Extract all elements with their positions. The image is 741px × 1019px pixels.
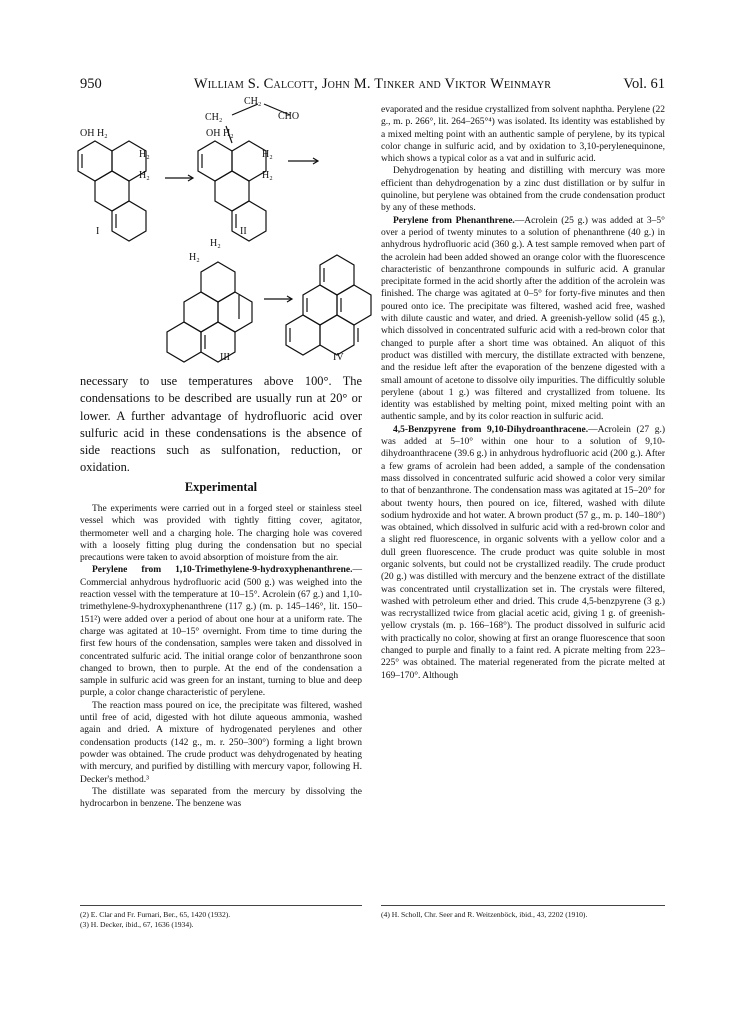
footnote-4: (4) H. Scholl, Chr. Seer and R. Weitzenböck, ibid., 43, 2202 (1910).	[381, 910, 588, 919]
experimental-right-column	[381, 104, 665, 682]
compound-label-II: II	[240, 226, 247, 237]
running-title: William S. Calcott, John M. Tinker and Viktor Weinmayr	[193, 76, 552, 92]
footnotes-left	[80, 910, 362, 931]
subheading-perylene-phenanthrene: Perylene from Phenanthrene.	[393, 215, 515, 226]
page-number: 950	[80, 76, 102, 92]
h2-label-II-lower: H₂	[262, 170, 273, 181]
subheading-benzpyrene: 4,5-Benzpyrene from 9,10-Dihydroanthracene.	[393, 424, 589, 435]
footnote-rule-left	[80, 905, 362, 906]
h2-label-III-lower: H₂	[189, 252, 200, 263]
footnote-rule-right	[381, 905, 665, 906]
intro-text: necessary to use temperatures above 100°. The condensations to be described are usually run at 20° or lower. A further advantage of hydrofluoric acid over sulfuric acid in these condensations is the absence of side reactions such as sulfonation, reduction, or oxidation.	[80, 374, 362, 475]
paragraph-apparatus: The experiments were carried out in a forged steel or stainless steel vessel which was provided with tightly fitting cover, agitator, thermometer well and a charging hole. The charging hole was covered with a loosely fitting plug during the condensation but no special precautions were taken to avoid absorption of moisture from the air.	[80, 504, 362, 564]
compound-label-III: III	[220, 352, 230, 363]
paragraph-evaporation: evaporated and the residue crystallized from solvent naphtha. Perylene (22 g., m. p. 266°, lit. 264–265°⁴) was isolated. Its identity was established by a mixed melting point with an authentic sample of perylene, by its typical color change in sulfuric acid, and by oxidation to 3,10-perylenequinone, which shows a typical color as a vat and in sulfuric acid.	[381, 105, 665, 165]
section-heading-experimental: Experimental	[184, 480, 258, 494]
paragraph-perylene-phenanthrene-body: —Acrolein (25 g.) was added at 3–5° over a period of twenty minutes to a solution of phenanthrene (40 g.) in anhydrous hydrofluoric acid (360 g.). A test sample removed when part of the acrolein had been added showed an orange color with the fluorescence characteristic of benzanthrone compounds in sulfuric acid. A granular precipitate formed in the acid shortly after the addition of the acrolein was finished. The charge was agitated at 0–5° for forty-five minutes and then poured onto ice. The precipitate was filtered, washed acid free, washed with dilute caustic and water, and dried. A greenish-yellow solid (45 g.), which dissolved in concentrated sulfuric acid with a red-brown color that changed to purple after a short time was obtained. An aliquot of this product was distilled with mercury, the distillate extracted with benzene, and the residue left after the evaporation of the benzene digested with a small amount of acetone to dissolve oily impurities. The difficultly soluble perylene (about 1 g.) was filtered and crystallized from toluene. Its identity was established by melting point, mixed melting point with an authentic sample, and by its color reaction in sulfuric acid.	[381, 215, 665, 423]
paragraph-distillate: The distillate was separated from the mercury by dissolving the hydrocarbon in benzene. The benzene was	[80, 786, 362, 810]
compound-II-structure	[198, 104, 290, 241]
ch2-label: CH₂	[205, 112, 223, 123]
paragraph-benzpyrene	[381, 424, 665, 682]
h2-label-II-upper: H₂	[262, 149, 273, 160]
footnote-2: (2) E. Clar and Fr. Furnari, Ber., 65, 1420 (1932).	[80, 910, 231, 919]
compound-I-structure	[78, 141, 146, 241]
paragraph-benzpyrene-body: —Acrolein (27 g.) was added at 5–10° within one hour to a solution of 9,10-dihydroanthracene (39.6 g.) in anhydrous hydrofluoric acid (200 g.). After a few grams of acrolein had been added, a sample of the condensation mass dissolved in concentrated sulfuric acid showed a color very similar to that of benzanthrone. The condensation mass was agitated at 15–20° for about twenty hours, then poured on ice, filtered, washed with dilute sodium hydroxide and hot water. A brown product (57 g., m. p. 140–180°) was obtained, which dissolved in sulfuric acid with a red-brown color and a slight red fluorescence, in organic solvents with a yellow color and a dull green fluorescence. The crude product was quite soluble in most organic solvents, but could not be crystallized readily. The crude product (20 g.) was distilled with mercury and the benzene extract of the distillate was concentrated until crystallization set in. The crystals were filtered, washed with petroleum ether and dried. This crude 4,5-benzpyrene (3 g.) was recrystallized twice from glacial acetic acid, giving 1 g. of greenish-yellow crystals (m. p. 166–168°). The product dissolved in sulfuric acid with practically no color, showing at first an orange fluorescence that soon changed to purple and finally to a faint red. A picrate melting from 223–225° was obtained. The material regenerated from the picrate melted at 169–170°. Although	[381, 424, 665, 681]
footnotes-right	[381, 910, 665, 920]
compound-label-IV: IV	[333, 352, 344, 363]
compound-label-I: I	[96, 226, 100, 237]
h2-label-I-upper: H₂	[139, 149, 150, 160]
footnote-3: (3) H. Decker, ibid., 67, 1636 (1934).	[80, 920, 194, 930]
paragraph-workup: The reaction mass poured on ice, the precipitate was filtered, washed until free of acid, digested with hot dilute aqueous ammonia, washed again and dried. A mixture of hydrogenated perylenes and other condensation products (142 g., m. r. 250–300°) forming a light brown powder was obtained. The crude product was dehydrogenated by heating with mercury, and purified by distilling with mercury vapor, following H. Decker's method.³	[80, 700, 362, 785]
intro-paragraph-continued	[80, 373, 362, 477]
volume-label: Vol. 61	[623, 76, 665, 92]
experimental-left-column	[80, 503, 362, 810]
subheading-perylene-trimethylene: Perylene from 1,10-Trimethylene-9-hydroxyphenanthrene.	[92, 565, 353, 576]
paragraph-perylene-phenanthrene	[381, 215, 665, 424]
compound-III-structure	[167, 262, 252, 362]
paragraph-dehydrogenation: Dehydrogenation by heating and distilling with mercury was more efficient than dehydrogenation by a zinc dust distillation or by sulfur in quinoline, but perylene was obtained from the crude condensation product by any of these methods.	[381, 166, 665, 214]
oh-h2-label-I: OH H₂	[80, 128, 108, 139]
paragraph-perylene-method-1-body: —Commercial anhydrous hydrofluoric acid (500 g.) was weighed into the reaction vessel with the temperature at 10–15°. Acrolein (67 g.) and 1,10-trimethylene-9-hydroxyphenanthrene (117 g.) (m. p. 145–146°, lit. 150–151²) were added over a period of about one hour at a uniform rate. The charge was agitated at 10–15° overnight. From time to time during the first few hours of the condensation, samples were taken and dissolved in concentrated sulfuric acid. The initial orange color of benzanthrone soon changed to brown, then to purple. At the end of the condensation a sample in sulfuric acid was green for an instant, turning to blue and deep purple, a color change characteristic of perylene.	[80, 565, 362, 699]
ch2-top-label: CH₂	[244, 96, 262, 107]
h2-label-III-upper: H₂	[210, 238, 221, 249]
oh-h2-label-II: OH H₂	[206, 128, 234, 139]
h2-label-I-lower: H₂	[139, 170, 150, 181]
paragraph-perylene-method-1	[80, 564, 362, 699]
cho-label: CHO	[278, 111, 300, 122]
compound-IV-structure	[286, 255, 371, 355]
